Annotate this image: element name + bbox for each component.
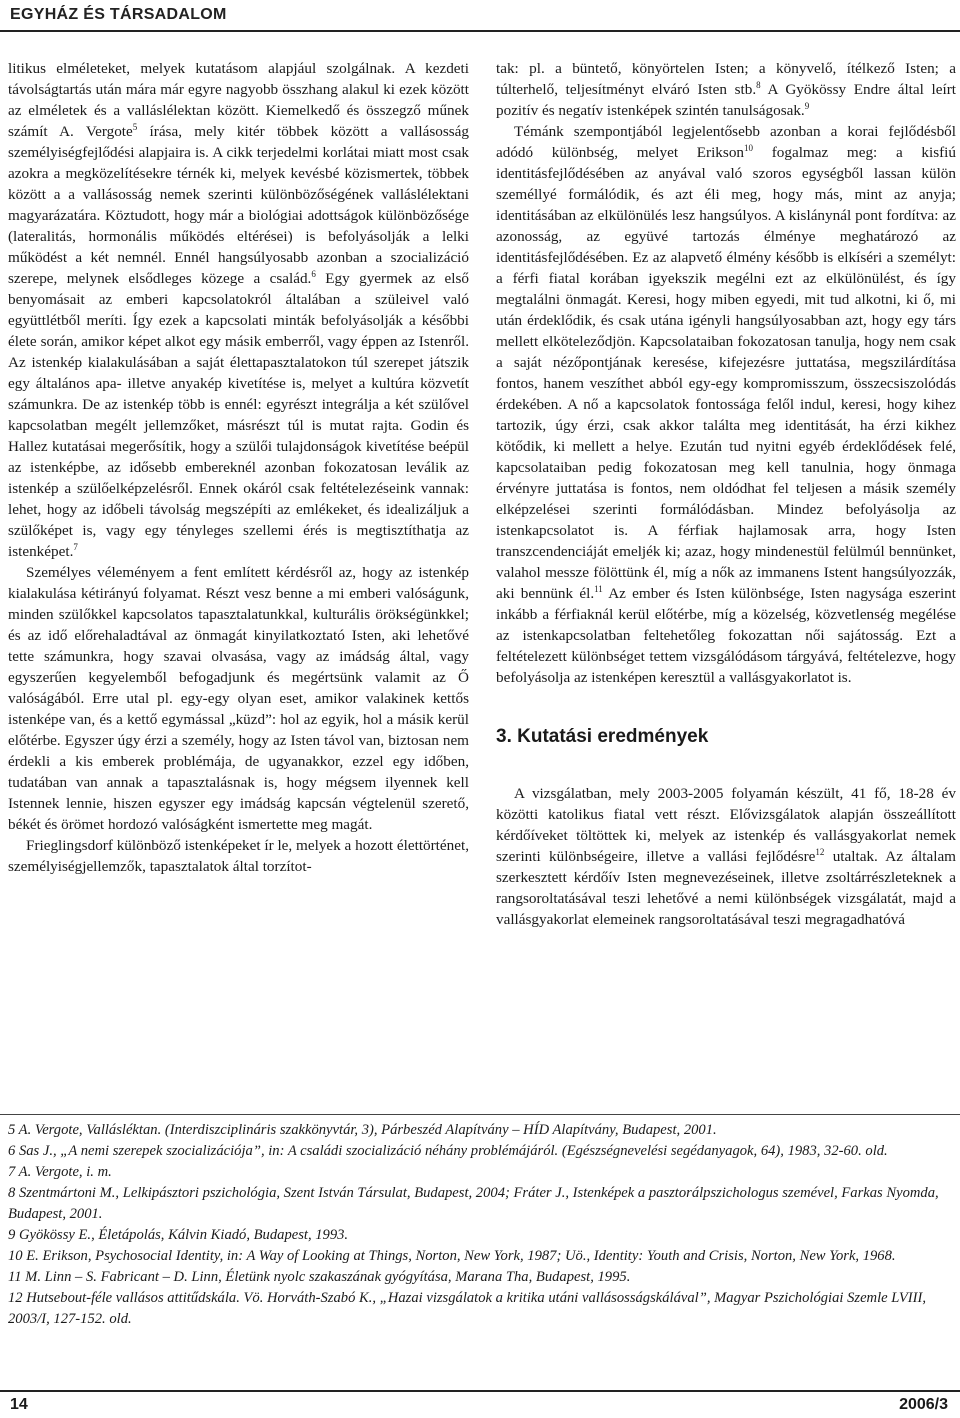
text-run: A vizsgálatban, mely 2003-2005 folyamán készült, 41 fő, 18-28 év közötti katolikus fiatal vett részt. Elővizsgálatok alapján összeállított kérdőíveket töltöttek ki, melyek az istenkép és vallásgyakorlat nemek szerinti különbségeire, illetve a vallási fejlődésre (496, 785, 956, 865)
right-paragraph-1 (496, 58, 956, 121)
footnote-ref: 12 (815, 846, 825, 857)
text-run: Egy gyermek az első benyomásait az emberi kapcsolatokról általában a szüleivel való együttlétből meríti. Így ezek a kapcsolati minták befolyásolják a későbbi élete során, amikor képet alkot egy másik emberről, vagy éppen az Istenről. Az istenkép kialakulásában a saját élettapasztalatokon túl szerepet játszik egy általános apa- illetve anyakép kivetítése is, melyet a kultúra közvetít számunkra. De az istenkép több is ennél: egyrészt integrálja a két szülővel kapcsolatban megélt jellemzőket, másrészt túl is mutat rajta. Godin és Hallez kutatásai megerősítik, hogy a szülői tulajdonságok kivetítése beépül az istenképbe, az idősebb embereknél azonban fokozatosan leválik az istenkép a szülőelképzelésről. Ennek okáról csak feltételezéseink vannak: lehet, hogy az időbeli távolság megszépíti az emlékeket, és idealizáljuk a szülőképet is, vagy egy tényleges szellemi érés is megtisztíthatja az istenképet. (8, 270, 469, 560)
left-paragraph-3: Frieglingsdorf különböző istenképeket ír le, melyek a hozott élettörténet, személyiségjellemzők, tapasztalatok által torzítot- (8, 837, 469, 875)
issue-number: 2006/3 (899, 1396, 948, 1413)
footnote-ref: 11 (594, 583, 603, 594)
left-paragraph-1 (8, 58, 469, 562)
right-paragraph-3 (496, 783, 956, 930)
footnote: 9 Gyökössy E., Életápolás, Kálvin Kiadó, Budapest, 1993. (8, 1227, 349, 1243)
footnote-ref: 5 (132, 121, 138, 132)
text-run: litikus elméleteket, melyek kutatásom alapjául szolgálnak. A kezdeti távolságtartás után mára már egyre nagyobb összhang alakul ki ezek között az elméletek és a valláslélektan között. Kiemelkedő és összegző műnek számít A. Vergote (8, 60, 469, 140)
footnote: 8 Szentmártoni M., Lelkipásztori pszichológia, Szent István Társulat, Budapest, 2004; Fráter J., Istenképek a pasztorálpszichologus szemével, Farkas Nyomda, Budapest, 2001. (8, 1185, 939, 1222)
footer-rule (0, 1390, 960, 1392)
right-column (496, 58, 956, 930)
footnote-ref: 9 (804, 100, 810, 111)
footnote: 11 M. Linn – S. Fabricant – D. Linn, Életünk nyolc szakaszának gyógyítása, Marana Tha, Budapest, 1995. (8, 1269, 631, 1285)
footnote: 7 A. Vergote, i. m. (8, 1164, 112, 1180)
text-run: fogalmaz meg: a kisfiú identitásfejlődésében az anyával való szoros egységből lassan külön személlyé formálódik, és azt éli meg, hogy más, mint az anyja; identitásában az elkülönülés lesz hangsúlyos. A kislánynál pont fordítva: az azonosság, az együvé tartozás élménye meghatározó az identitásfejlődésében. Ez az alapvető élmény később is elkíséri a személyt: a férfi fiatal korában igyekszik megélni ezt az elkülönülést, és így megtalálni önmagát. Keresi, hogy miben egyedi, mit tud alkotni, ki ő, mi után érdeklődik, és csak utána igényli hangsúlyosabban azt, hogy egy társ mellett elköteleződjön. Kapcsolataiban fokozatosan tanulja, hogy nem csak a saját nézőpontjának keresése, kifejezésre juttatása, megszilárdítása fontos, hanem veszíthet abból egy-egy kompromisszum, összecsiszolódás érdekében. A nő a kapcsolatok fontossága felől indul, keresi, hogy kihez tartozik, úgy érzi, csak akkor találta meg identitását, ha érzi kikhez kötődik, ki mellett a helye. Ezután tud nyitni egyéb érdeklődések felé, kapcsolataiban pedig fokozatosan meg kell tanulnia, hogy önmaga érvényre juttatása is fontos, nem oldódhat fel teljesen a másik személy elképzelései szerinti formálódásban. Mindez befolyásolja az istenkapcsolatot is. A férfiak hajlamosak arra, hogy Isten transzcendenciáját emeljék ki; azaz, hogy mindenestül felülmúl bennünket, valahol messze fölöttünk él, míg a nők az immanens Istent hangsúlyozzák, aki bennünk él. (496, 144, 956, 602)
footnote: 10 E. Erikson, Psychosocial Identity, in: A Way of Looking at Things, Norton, New York, 1987; Uö., Identity: Youth and Crisis, Norton, New York, 1968. (8, 1248, 896, 1264)
text-run: Témánk szempontjából legjelentősebb azonban a korai fejlődésből adódó különbség, melyet Erikson (496, 123, 956, 161)
left-column (8, 58, 469, 877)
text-run: írása, mely kitér többek között a vallásosság személyiségfejlődési alapjaira is. A cikk terjedelmi korlátai miatt most csak azokra a megközelítésekre térnék ki, melyek kevésbé közismertek, többek között a a vallásosság nemek szerinti különbözőségének valláslélektani magyarázatára. Köztudott, hogy már a biológiai adottságok különbözősége (lateralitás, hormonális működés eltérései) is befolyásolják a lelki működést a két nemnél. Ennél hangsúlyosabb azonban a szocializáció szerepe, melynek elsődleges közege a család. (8, 123, 469, 287)
footnote-ref: 6 (311, 268, 316, 279)
footnotes (8, 1120, 958, 1330)
text-run: Az ember és Isten különbsége, Isten nagysága eszerint inkább a férfiaknál kerül előtérbe, míg a közelség, közvetlenség megélése az istenkapcsolatban feltehetőleg fokozattan női sajátosság. Ezt a feltételezett különbséget tettem vizsgálódásom tárgyává, feltételezve, hogy befolyásolja az istenképen keresztül a vallásgyakorlatot is. (496, 585, 956, 686)
page-number: 14 (10, 1396, 28, 1413)
running-header: EGYHÁZ ÉS TÁRSADALOM (10, 6, 227, 23)
footnote: 12 Hutsebout-féle vallásos attitűdskála. Vö. Horváth-Szabó K., „Hazai vizsgálatok a kritika utáni vallásosságskálával”, Magyar Pszichológiai Szemle LVIII, 2003/I, 127-152. old. (8, 1290, 926, 1327)
text-run: A Gyökössy Endre által leírt pozitív és negatív istenképek szintén tanulságosak. (496, 81, 956, 119)
left-paragraph-2: Személyes véleményem a fent említett kérdésről az, hogy az istenkép kialakulása kétirányú folyamat. Részt vesz benne a mi emberi valóságunk, minden szülőkkel kapcsolatos tapasztalatunkkal, kulturális örökségünkkel; és az idő előrehaladtával az önmagát kinyilatkoztató Isten, aki lehetővé tette számunkra, hogy szavai olvasása, vagy az imádság által, vagy egyszerűen kegyelemből befogadjunk és megértsünk valamit az Ő valóságából. Erre utal pl. egy-egy olyan eset, amikor valakinek kettős istenképe van, és a kettő egymással „küzd”: hol az egyik, hol a másik kerül előtérbe. Egyszer úgy érzi a személy, hogy az Isten távol van, biztosan nem érdekli a kis emberek problémája, de ugyanakkor, ezzel egy időben, tudatában van annak a tapasztalásnak is, hogy mégsem ilyennek kell Istennek lennie, hiszen egyszer egy imádság kapcsán végtelenül szerető, békét és örömet hordozó valóságként ismertette meg magát. (8, 564, 469, 833)
text-run: tak: pl. a büntető, könyörtelen Isten; a könyvelő, ítélkező Isten; a túlterhelő, teljesítményt elváró Isten stb. (496, 60, 956, 98)
footnote-ref: 7 (73, 541, 78, 552)
header-rule (0, 30, 960, 32)
footnote: 5 A. Vergote, Vallásléktan. (Interdiszciplináris szakkönyvtár, 3), Párbeszéd Alapítvány – HÍD Alapítvány, Budapest, 2001. (8, 1122, 717, 1138)
footnote-ref: 10 (744, 142, 754, 153)
text-run: utaltak. Az általam szerkesztett kérdőív Isten megnevezéseinek, illetve zsoltárrészleteknek a rangsoroltatásával teszi lehetővé a nemi különbségek vizsgálatát, majd a vallásgyakorlat elemeinek rangsoroltatásával teszi megragadhatóvá (496, 848, 956, 928)
footnote-rule (0, 1114, 960, 1115)
section-heading: 3. Kutatási eredmények (496, 726, 709, 747)
footnote: 6 Sas J., „A nemi szerepek szocializációja”, in: A családi szocializáció néhány problémájáról. (Egészségnevelési segédanyagok, 64), 1983, 32-60. old. (8, 1143, 888, 1159)
footnote-ref: 8 (756, 79, 761, 90)
right-paragraph-2 (496, 121, 956, 688)
